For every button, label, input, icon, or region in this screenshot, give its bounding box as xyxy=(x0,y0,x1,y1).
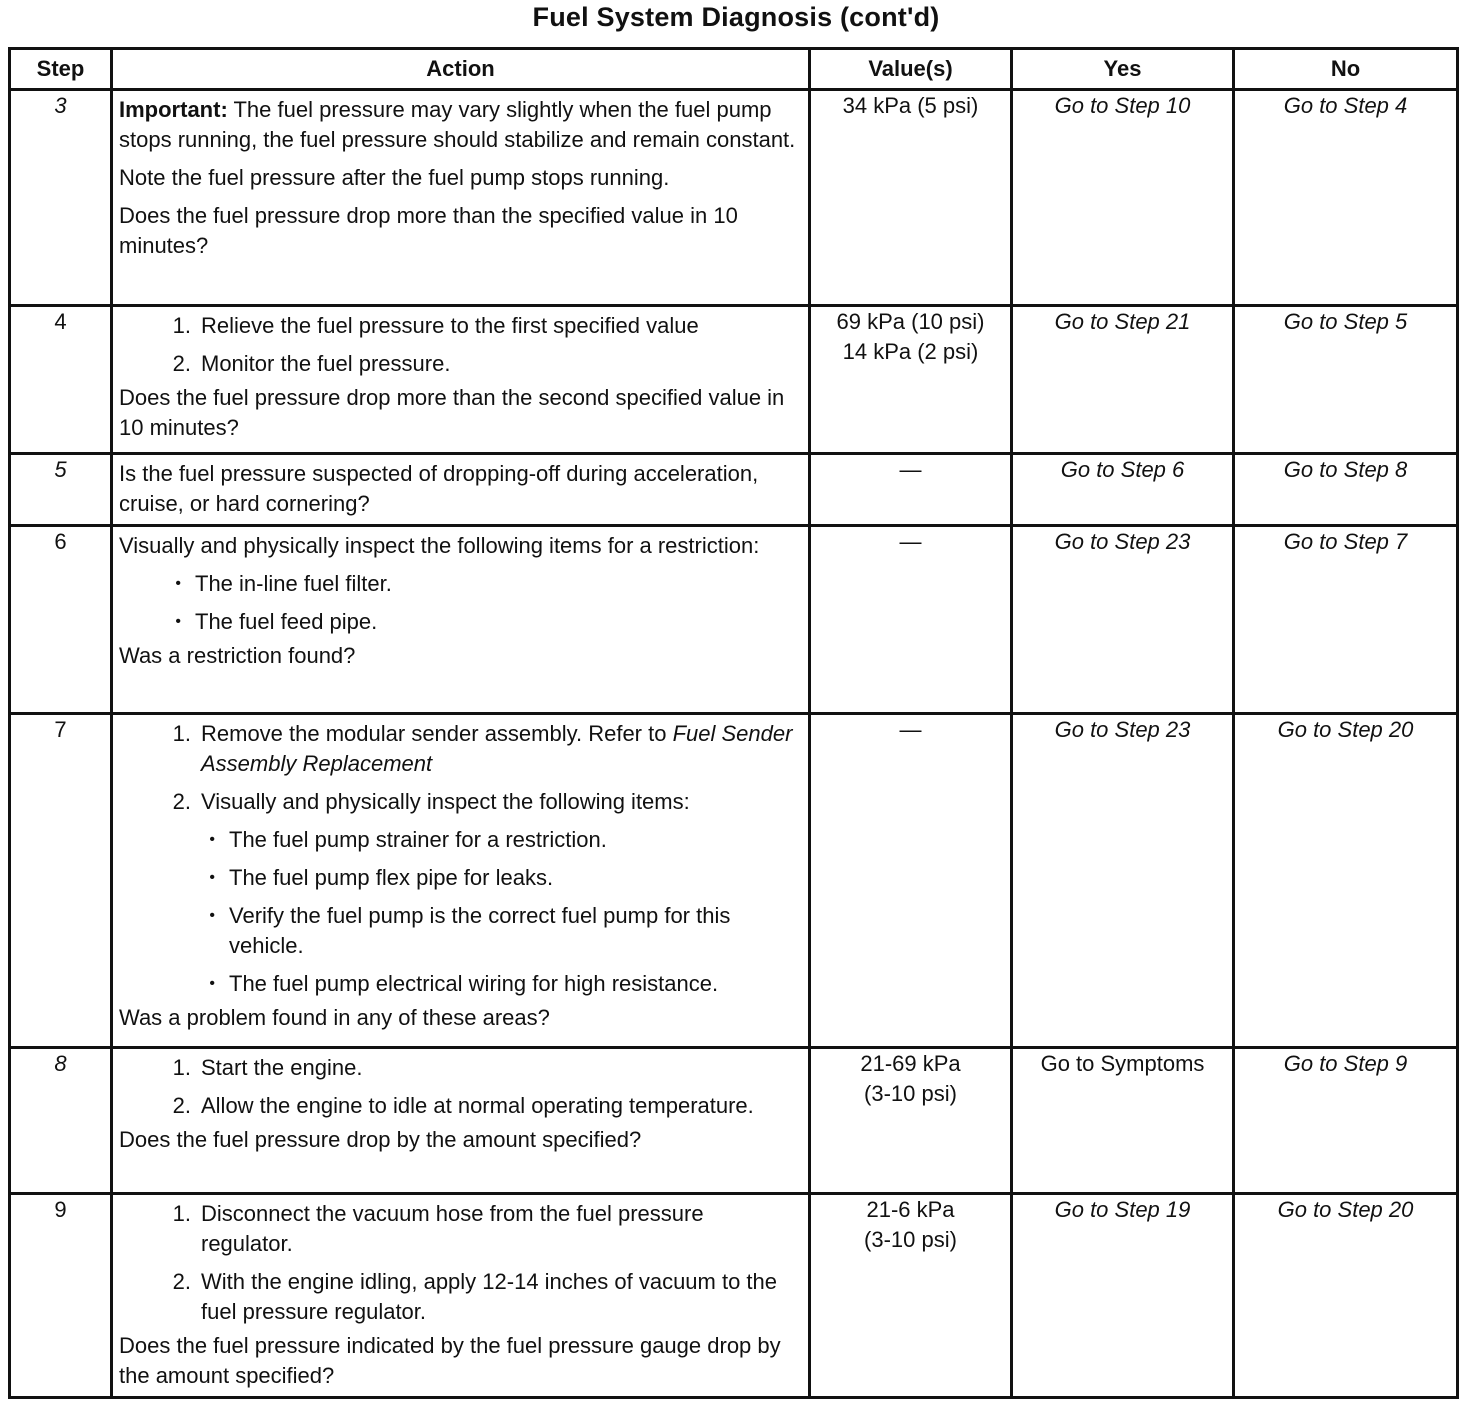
step-number: 8 xyxy=(54,1051,67,1076)
no-link[interactable]: Go to Step 20 xyxy=(1277,1197,1414,1222)
action-cell xyxy=(112,714,810,1048)
yes-link[interactable]: Go to Step 23 xyxy=(1054,717,1191,742)
step-number: 3 xyxy=(54,93,67,118)
value-cell xyxy=(810,714,1012,1048)
item-number: 1. xyxy=(172,313,191,338)
item-number: 1. xyxy=(172,721,191,746)
step-cell xyxy=(10,454,112,526)
no-cell xyxy=(1234,714,1458,1048)
important-label: Important: xyxy=(119,97,228,122)
item-text: Monitor the fuel pressure. xyxy=(201,351,451,376)
action-cell xyxy=(112,526,810,714)
step-cell xyxy=(10,714,112,1048)
yes-cell xyxy=(1012,526,1234,714)
item-number: 1. xyxy=(172,1055,191,1080)
value-dash: — xyxy=(899,717,922,742)
table-row xyxy=(10,1048,1458,1194)
item-number: 2. xyxy=(172,1093,191,1118)
bullet-item xyxy=(119,607,800,637)
table-row xyxy=(10,1194,1458,1398)
bullet-glyph: • xyxy=(175,613,181,630)
item-text: The in-line fuel filter. xyxy=(195,571,392,596)
yes-cell xyxy=(1012,1194,1234,1398)
step-number: 5 xyxy=(54,457,67,482)
action-cell xyxy=(112,454,810,526)
numbered-item xyxy=(119,1267,800,1327)
value-cell xyxy=(810,306,1012,454)
yes-cell xyxy=(1012,306,1234,454)
question-text: Is the fuel pressure suspected of dropping-off during acceleration, cruise, or hard cornering? xyxy=(119,461,759,516)
header-row xyxy=(10,49,1458,90)
step-cell xyxy=(10,526,112,714)
action-cell xyxy=(112,306,810,454)
yes-link[interactable]: Go to Step 6 xyxy=(1060,457,1185,482)
header-yes: Yes xyxy=(1012,49,1234,90)
step-number: 7 xyxy=(54,717,67,742)
header-step: Step xyxy=(10,49,112,90)
value-text-1: 21-69 kPa xyxy=(860,1051,961,1076)
item-number: 1. xyxy=(172,1201,191,1226)
value-dash: — xyxy=(899,529,922,554)
bullet-glyph: • xyxy=(209,975,215,992)
item-text: The fuel feed pipe. xyxy=(195,609,378,634)
table-row xyxy=(10,714,1458,1048)
value-text-2: (3-10 psi) xyxy=(864,1227,957,1252)
yes-cell xyxy=(1012,90,1234,306)
value-cell xyxy=(810,90,1012,306)
header-values: Value(s) xyxy=(810,49,1012,90)
bullet-item xyxy=(119,863,800,893)
numbered-item xyxy=(119,311,800,341)
item-text: The fuel pump electrical wiring for high resistance. xyxy=(229,971,719,996)
value-dash: — xyxy=(899,457,922,482)
no-link[interactable]: Go to Step 9 xyxy=(1283,1051,1408,1076)
value-cell xyxy=(810,1194,1012,1398)
no-cell xyxy=(1234,1048,1458,1194)
reference-link[interactable]: Fuel Sender Assembly Replacement xyxy=(201,721,793,776)
no-link[interactable]: Go to Step 20 xyxy=(1277,717,1414,742)
item-text: With the engine idling, apply 12-14 inches of vacuum to the fuel pressure regulator. xyxy=(201,1269,778,1324)
step-number: 9 xyxy=(54,1197,67,1222)
bullet-item xyxy=(119,969,800,999)
item-text: Start the engine. xyxy=(201,1055,363,1080)
yes-cell xyxy=(1012,1048,1234,1194)
numbered-item xyxy=(119,1199,800,1259)
step-cell xyxy=(10,1194,112,1398)
item-text: The fuel pump strainer for a restriction. xyxy=(229,827,607,852)
page-title: Fuel System Diagnosis (cont'd) xyxy=(532,2,940,32)
header-action: Action xyxy=(112,49,810,90)
value-text-1: 21-6 kPa xyxy=(866,1197,955,1222)
bullet-glyph: • xyxy=(209,907,215,924)
bullet-item xyxy=(119,901,800,961)
question-text: Does the fuel pressure indicated by the fuel pressure gauge drop by the amount specified? xyxy=(119,1333,781,1388)
question-text: Does the fuel pressure drop more than the second specified value in 10 minutes? xyxy=(119,385,785,440)
bullet-glyph: • xyxy=(209,869,215,886)
no-cell xyxy=(1234,306,1458,454)
bullet-item xyxy=(119,825,800,855)
item-text: Verify the fuel pump is the correct fuel pump for this vehicle. xyxy=(229,903,731,958)
item-number: 2. xyxy=(172,1269,191,1294)
item-text: Relieve the fuel pressure to the first specified value xyxy=(201,313,699,338)
step-number: 6 xyxy=(54,529,67,554)
yes-cell xyxy=(1012,714,1234,1048)
table-row xyxy=(10,526,1458,714)
value-cell xyxy=(810,526,1012,714)
yes-link[interactable]: Go to Symptoms xyxy=(1040,1051,1205,1076)
value-text-1: 69 kPa (10 psi) xyxy=(836,309,985,334)
numbered-item xyxy=(119,787,800,817)
item-text: Disconnect the vacuum hose from the fuel pressure regulator. xyxy=(201,1201,704,1256)
no-link[interactable]: Go to Step 4 xyxy=(1283,93,1408,118)
action-text: Visually and physically inspect the following items for a restriction: xyxy=(119,533,760,558)
bullet-glyph: • xyxy=(209,831,215,848)
numbered-item xyxy=(119,1053,800,1083)
action-cell xyxy=(112,1194,810,1398)
bullet-glyph: • xyxy=(175,575,181,592)
item-text: The fuel pump flex pipe for leaks. xyxy=(229,865,554,890)
step-cell xyxy=(10,1048,112,1194)
value-text-2: 14 kPa (2 psi) xyxy=(842,339,979,364)
action-cell xyxy=(112,90,810,306)
no-cell xyxy=(1234,1194,1458,1398)
question-text: Does the fuel pressure drop by the amount specified? xyxy=(119,1127,642,1152)
yes-link[interactable]: Go to Step 23 xyxy=(1054,529,1191,554)
header-no: No xyxy=(1234,49,1458,90)
item-number: 2. xyxy=(172,789,191,814)
table-row xyxy=(10,454,1458,526)
yes-link[interactable]: Go to Step 21 xyxy=(1054,309,1191,334)
no-link[interactable]: Go to Step 5 xyxy=(1283,309,1408,334)
value-cell xyxy=(810,454,1012,526)
yes-link[interactable]: Go to Step 10 xyxy=(1054,93,1191,118)
question-text: Does the fuel pressure drop more than the specified value in 10 minutes? xyxy=(119,203,738,258)
item-text: Remove the modular sender assembly. Refer to xyxy=(201,721,673,746)
value-cell xyxy=(810,1048,1012,1194)
no-cell xyxy=(1234,90,1458,306)
action-cell xyxy=(112,1048,810,1194)
question-text: Was a problem found in any of these areas? xyxy=(119,1005,550,1030)
yes-link[interactable]: Go to Step 19 xyxy=(1054,1197,1191,1222)
item-text: Visually and physically inspect the following items: xyxy=(201,789,690,814)
numbered-item xyxy=(119,719,800,779)
question-text: Was a restriction found? xyxy=(119,643,356,668)
table-row xyxy=(10,90,1458,306)
diagnosis-table xyxy=(8,47,1459,1399)
no-link[interactable]: Go to Step 8 xyxy=(1283,457,1408,482)
step-cell xyxy=(10,90,112,306)
value-text-2: (3-10 psi) xyxy=(864,1081,957,1106)
no-cell xyxy=(1234,526,1458,714)
step-number: 4 xyxy=(54,309,67,334)
step-cell xyxy=(10,306,112,454)
numbered-item xyxy=(119,349,800,379)
item-number: 2. xyxy=(172,351,191,376)
yes-cell xyxy=(1012,454,1234,526)
important-text: The fuel pressure may vary slightly when the fuel pump stops running, the fuel pressure should stabilize and remain constant. xyxy=(119,97,796,152)
action-text: Note the fuel pressure after the fuel pump stops running. xyxy=(119,165,670,190)
important-note xyxy=(119,95,800,155)
table-row xyxy=(10,306,1458,454)
no-link[interactable]: Go to Step 7 xyxy=(1283,529,1408,554)
numbered-item xyxy=(119,1091,800,1121)
bullet-item xyxy=(119,569,800,599)
value-text: 34 kPa (5 psi) xyxy=(842,93,979,118)
no-cell xyxy=(1234,454,1458,526)
item-text: Allow the engine to idle at normal operating temperature. xyxy=(201,1093,754,1118)
